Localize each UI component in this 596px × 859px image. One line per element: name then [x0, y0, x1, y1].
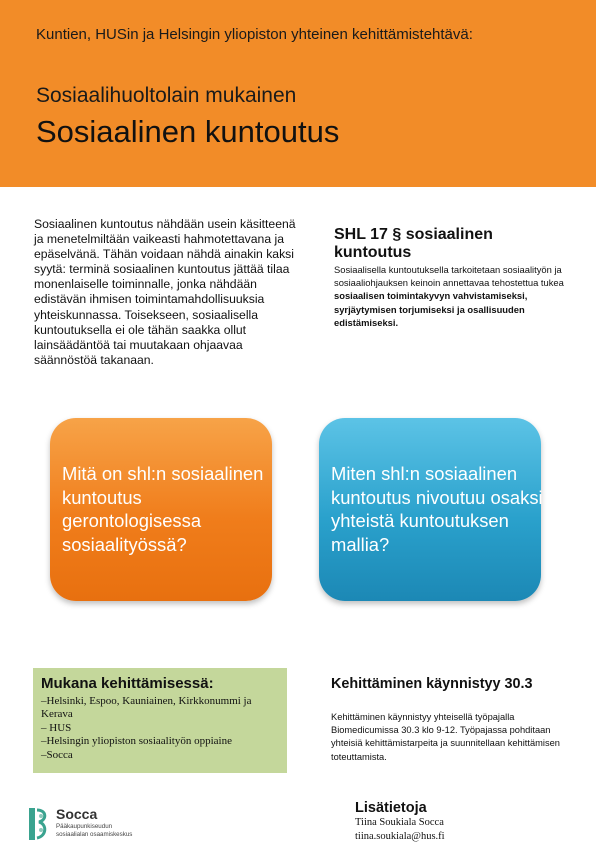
involved-item: –Socca	[41, 748, 73, 761]
start-title: Kehittäminen käynnistyy 30.3	[331, 676, 533, 692]
logo-name: Socca	[56, 806, 98, 822]
shl-body-plain: Sosiaalisella kuntoutuksella tarkoitetaan sosiaalityön ja sosiaaliohjauksen keinoin annettavaa tehostettua tukea	[334, 264, 564, 289]
involved-box	[33, 668, 287, 773]
involved-title: Mukana kehittämisessä:	[41, 675, 214, 692]
involved-item: –Helsingin yliopiston sosiaalityön oppiaine	[41, 735, 232, 748]
header-subtitle: Sosiaalihuoltolain mukainen	[36, 84, 297, 107]
socca-logo	[29, 806, 169, 842]
page-title: Sosiaalinen kuntoutus	[36, 114, 340, 149]
start-section	[331, 676, 571, 764]
logo-subtitle-line: Pääkaupunkiseudun	[56, 823, 113, 830]
shl-title: SHL 17 § sosiaalinen kuntoutus	[334, 226, 493, 261]
contact-name: Tiina Soukiala Socca	[355, 817, 444, 828]
shl-section	[334, 226, 574, 329]
question-card-blue	[319, 418, 541, 601]
involved-item: –Helsinki, Espoo, Kauniainen, Kirkkonummi ja Kerava	[41, 695, 252, 721]
shl-body	[334, 263, 574, 329]
shl-body-bold: sosiaalisen toimintakyvyn vahvistamiseksi, syrjäytymisen torjumiseksi ja osallisuuden edistämiseksi.	[334, 290, 528, 328]
involved-item: – HUS	[41, 721, 72, 734]
start-body: Kehittäminen käynnistyy yhteisellä työpajalla Biomedicumissa 30.3 klo 9-12. Työpajassa pohditaan yhteisiä kehittämistarpeita ja suunnitellaan kehittämisen toteuttamista.	[331, 712, 560, 762]
logo-subtitle	[56, 823, 176, 839]
question-card-orange	[50, 418, 272, 601]
logo-subtitle-line: sosiaalialan osaamiskeskus	[56, 831, 133, 838]
contact-section	[355, 800, 445, 843]
contact-title: Lisätietoja	[355, 800, 427, 816]
header-banner	[0, 0, 596, 187]
intro-paragraph: Sosiaalinen kuntoutus nähdään usein käsitteenä ja menetelmiltään vaikeasti hahmotettavana ja epäselvänä. Tähän voidaan nähdä ainakin kaksi syytä: terminä sosiaalinen kuntoutus jättää tilaa monenlaiselle toiminnalle, jonka nähdään edistävän ihmisen toimintamahdollisuuksia yhteiskunnassa. Toisekseen, sosiaalisella kuntoutuksella ei ole tähän saakka ollut lainsäädäntöä tai muutakaan ohjaavaa säännöstöä takanaan.	[34, 217, 296, 367]
contact-email[interactable]: tiina.soukiala@hus.fi	[355, 830, 445, 842]
header-top-line: Kuntien, HUSin ja Helsingin yliopiston yhteinen kehittämistehtävä:	[36, 26, 473, 43]
socca-logo-icon	[29, 806, 49, 842]
question-orange-text: Mitä on shl:n sosiaalinen kuntoutus gerontologisessa sosiaalityössä?	[62, 463, 264, 555]
question-blue-text: Miten shl:n sosiaalinen kuntoutus nivoutuu osaksi yhteistä kuntoutuksen mallia?	[331, 463, 543, 555]
